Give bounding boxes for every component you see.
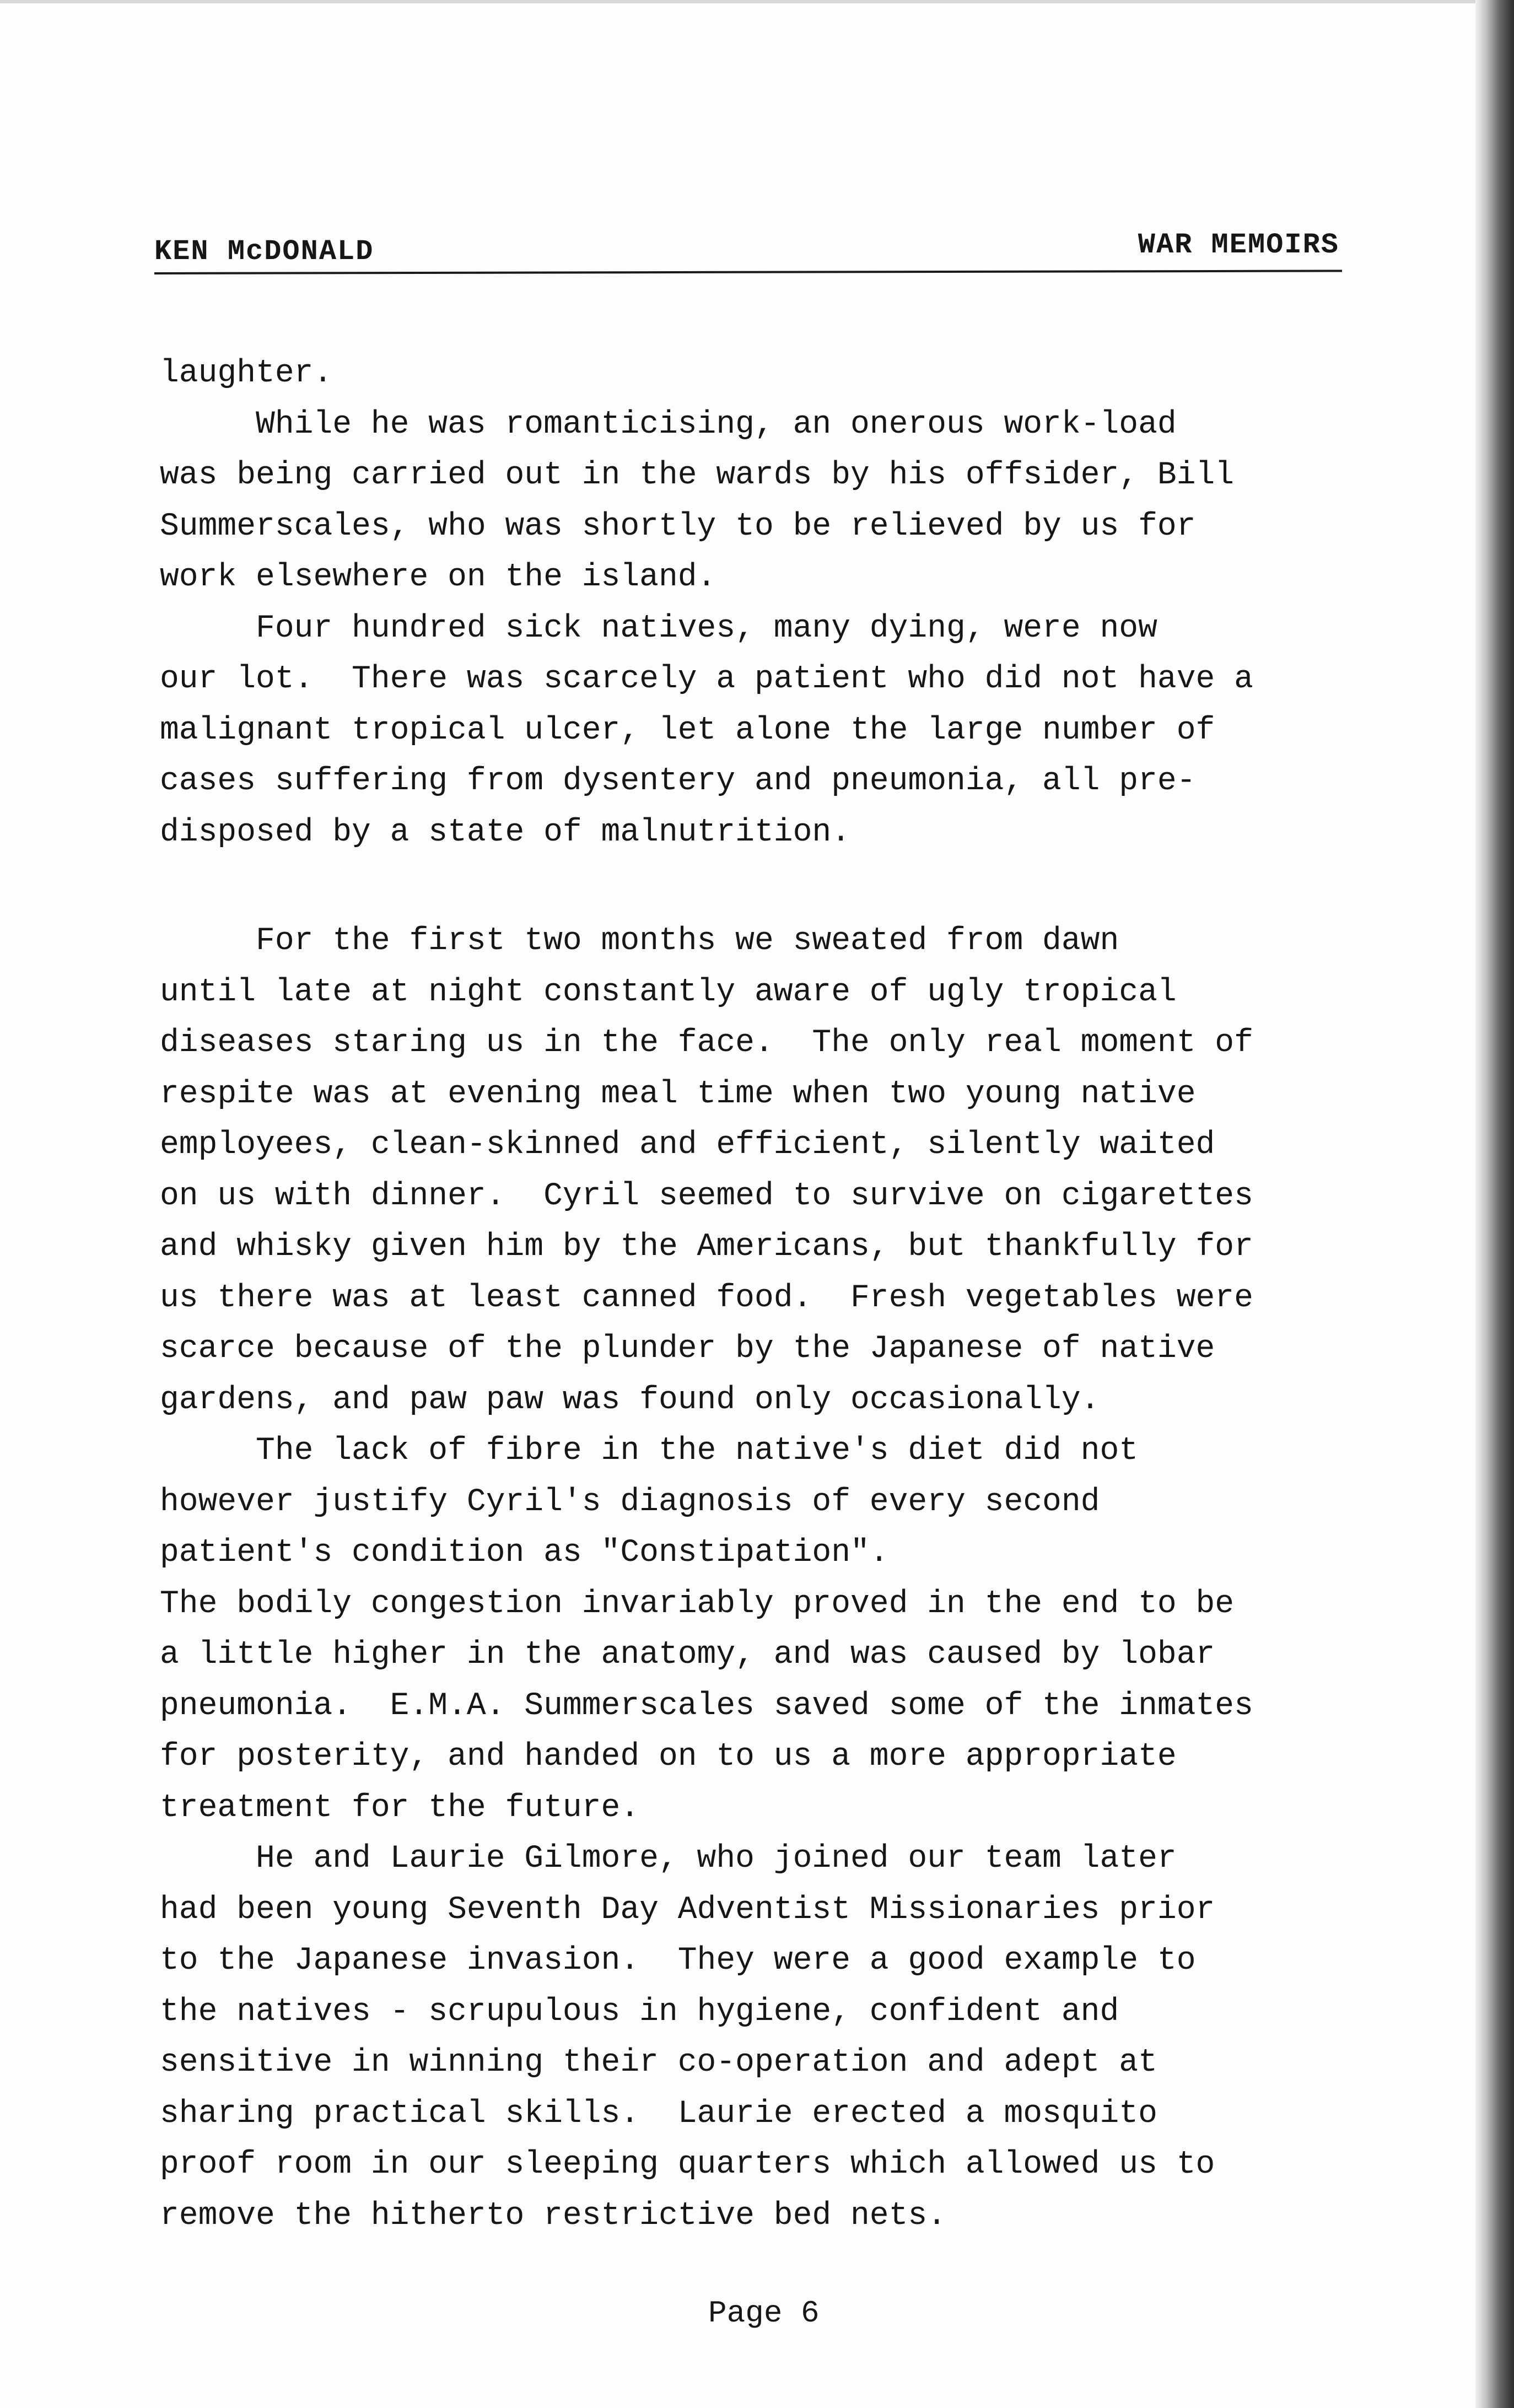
text-line: had been young Seventh Day Adventist Missionaries prior <box>160 1892 1215 1928</box>
text-line: proof room in our sleeping quarters which allowed us to <box>160 2147 1215 2183</box>
text-line: malignant tropical ulcer, let alone the large number of <box>160 712 1215 748</box>
text-line: on us with dinner. Cyril seemed to survive on cigarettes <box>160 1178 1253 1214</box>
text-line: The lack of fibre in the native's diet did not <box>160 1433 1139 1469</box>
scan-top-edge <box>0 0 1514 3</box>
text-line: until late at night constantly aware of ugly tropical <box>160 974 1177 1010</box>
text-line: Four hundred sick natives, many dying, were now <box>160 610 1157 647</box>
text-line: however justify Cyril's diagnosis of every second <box>160 1484 1100 1520</box>
text-line: respite was at evening meal time when two young native <box>160 1076 1196 1112</box>
text-line: While he was romanticising, an onerous work-load <box>160 406 1177 443</box>
text-line: gardens, and paw paw was found only occasionally. <box>160 1382 1100 1418</box>
text-line: The bodily congestion invariably proved in the end to be <box>160 1586 1235 1622</box>
header-title: WAR MEMOIRS <box>1138 229 1339 261</box>
text-line: our lot. There was scarcely a patient who did not have a <box>160 661 1253 697</box>
text-line: to the Japanese invasion. They were a good example to <box>160 1943 1196 1979</box>
text-line: He and Laurie Gilmore, who joined our team later <box>160 1841 1177 1877</box>
text-line: Summerscales, who was shortly to be relieved by us for <box>160 508 1196 545</box>
text-line: remove the hitherto restrictive bed nets. <box>160 2197 947 2234</box>
text-line: scarce because of the plunder by the Japanese of native <box>160 1331 1215 1367</box>
text-line: sharing practical skills. Laurie erected a mosquito <box>160 2095 1157 2132</box>
text-line: cases suffering from dysentery and pneumonia, all pre- <box>160 763 1196 799</box>
text-line: sensitive in winning their co-operation and adept at <box>160 2045 1157 2081</box>
paragraph-gap <box>160 858 1361 916</box>
page-number: Page 6 <box>708 2296 820 2331</box>
text-line: a little higher in the anatomy, and was caused by lobar <box>160 1637 1215 1673</box>
text-line: work elsewhere on the island. <box>160 559 716 595</box>
text-line: and whisky given him by the Americans, but thankfully for <box>160 1229 1253 1265</box>
text-line: treatment for the future. <box>160 1790 640 1826</box>
text-line: for posterity, and handed on to us a more appropriate <box>160 1739 1177 1775</box>
header-author: KEN McDONALD <box>154 235 374 268</box>
binding-edge <box>1475 0 1514 2408</box>
running-head <box>154 231 1339 276</box>
text-line: disposed by a state of malnutrition. <box>160 814 851 850</box>
text-line: pneumonia. E.M.A. Summerscales saved some of the inmates <box>160 1688 1253 1724</box>
text-line: employees, clean-skinned and efficient, silently waited <box>160 1127 1215 1163</box>
body-text <box>160 348 1361 2242</box>
text-line: was being carried out in the wards by his offsider, Bill <box>160 457 1235 493</box>
text-line: laughter. <box>160 355 333 391</box>
text-line: patient's condition as "Constipation". <box>160 1535 889 1571</box>
text-line: diseases staring us in the face. The only real moment of <box>160 1025 1253 1061</box>
text-line: For the first two months we sweated from dawn <box>160 923 1119 959</box>
text-line: the natives - scrupulous in hygiene, confident and <box>160 1994 1119 2030</box>
text-line: us there was at least canned food. Fresh vegetables were <box>160 1280 1253 1316</box>
